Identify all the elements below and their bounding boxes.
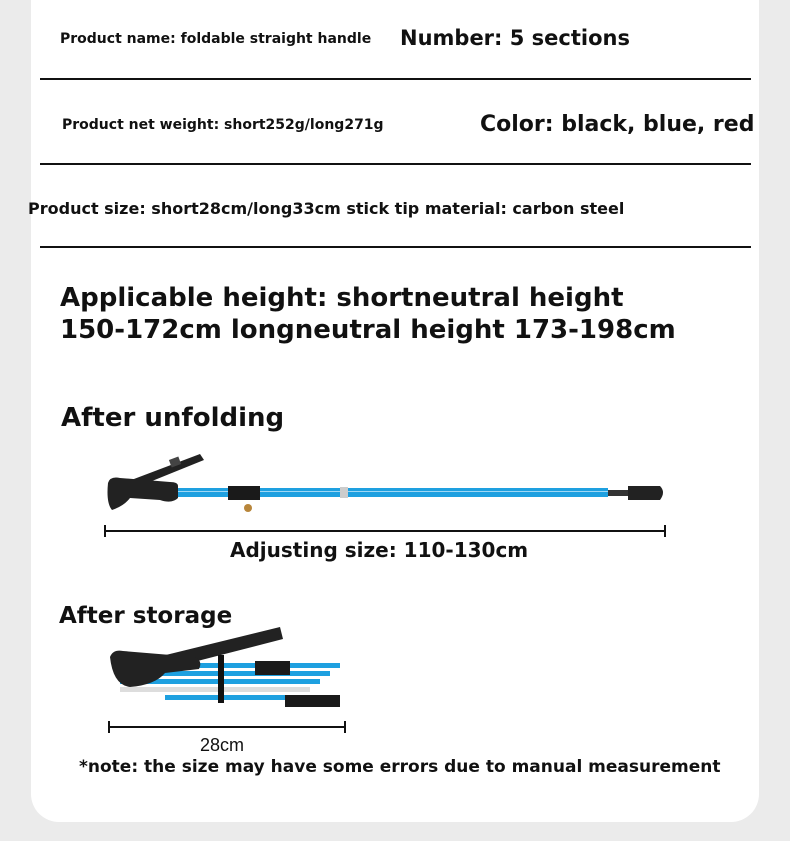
unfolded-dimension-line: [104, 530, 666, 532]
storage-heading: After storage: [59, 603, 233, 629]
divider: [40, 78, 751, 80]
unfolded-dimension-label: Adjusting size: 110-130cm: [230, 538, 529, 562]
stored-pole-image: [105, 625, 350, 715]
measurement-note: *note: the size may have some errors due to manual measurement: [79, 757, 721, 777]
number-text: Number: 5 sections: [400, 26, 630, 50]
applicable-height-line1: Applicable height: shortneutral height: [60, 283, 624, 313]
applicable-height-line2: 150-172cm longneutral height 173-198cm: [60, 315, 676, 345]
net-weight-text: Product net weight: short252g/long271g: [62, 117, 384, 133]
unfolding-heading: After unfolding: [61, 403, 285, 433]
product-name-text: Product name: foldable straight handle: [60, 31, 372, 47]
storage-dimension-line: [108, 726, 346, 728]
unfolded-pole-image: [100, 448, 675, 518]
divider: [40, 246, 751, 248]
divider: [40, 163, 751, 165]
size-material-text: Product size: short28cm/long33cm stick tip material: carbon steel: [28, 199, 625, 218]
storage-dimension-label: 28cm: [200, 735, 245, 755]
color-text: Color: black, blue, red: [480, 112, 755, 137]
